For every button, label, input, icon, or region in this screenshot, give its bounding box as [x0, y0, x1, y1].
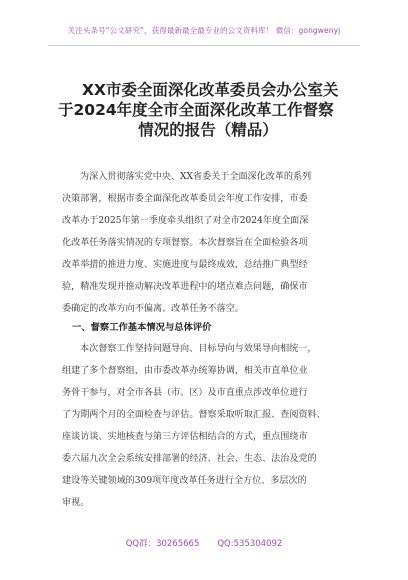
paragraph-line: 决策部署，根据市委全面深化改革委员会年度工作安排，市委: [62, 194, 308, 204]
paragraph-line: 改革办于2025年第一季度牵头组织了对全市2024年度全面深: [62, 216, 309, 226]
promo-footer: [0, 537, 408, 549]
section1-paragraph: [62, 338, 358, 514]
title-line-2: 于2024年度全市全面深化改革工作督察: [58, 101, 334, 119]
paragraph-line: 改革举措的推进力度、实施进度与最终成效，总结推广典型经: [62, 260, 308, 270]
paragraph-line: 化改革任务落实情况的专项督察。本次督察旨在全面检验各项: [62, 238, 308, 248]
qq-label: QQ:535304092: [217, 539, 283, 549]
paragraph-line: 本次督察工作坚持问题导向、目标导向与效果导向相统一，: [80, 344, 317, 354]
promo-header-note: 关注头条号“公文研究”，获得最新最全最专业的公文资料库！ 微信：gongwenyj: [67, 26, 341, 35]
paragraph-line: 审视。: [62, 498, 90, 508]
paragraph-line: 座谈访谈、实地核查与第三方评估相结合的方式，重点围绕市: [62, 432, 308, 442]
paragraph-line: 为深入贯彻落实党中央、XX省委关于全面深化改革的系列: [80, 172, 312, 182]
intro-paragraph: [62, 166, 358, 320]
paragraph-line: 验，精准发现并推动解决改革进程中的堵点难点问题，确保市: [62, 282, 308, 292]
title-line-1: XX市委全面深化改革委员会办公室关: [82, 81, 339, 99]
paragraph-line: 委六届九次全会系统安排部署的经济、社会、生态、法治及党的: [62, 454, 317, 464]
paragraph-line: 了为期两个月的全面检查与评估。督察采取听取汇报、查阅资料、: [62, 410, 326, 420]
paragraph-line: 委确定的改革方向不偏离、改革任务不落空。: [62, 304, 244, 314]
document-title: [58, 80, 358, 140]
paragraph-line: 建设等关键领域的309项年度改革任务进行全方位、多层次的: [62, 476, 307, 486]
header-divider: [48, 45, 360, 46]
title-line-3: 情况的报告（精品）: [138, 121, 278, 139]
section-heading: 一、督察工作基本情况与总体评价: [72, 322, 212, 333]
paragraph-line: 组建了多个督察组，由市委改革办统筹协调，相关市直单位业: [62, 366, 308, 376]
paragraph-line: 务骨干参与，对全市各县（市、区）及市直重点涉改单位进行: [62, 388, 308, 398]
qq-group-label: QQ群：30265665: [125, 539, 200, 549]
